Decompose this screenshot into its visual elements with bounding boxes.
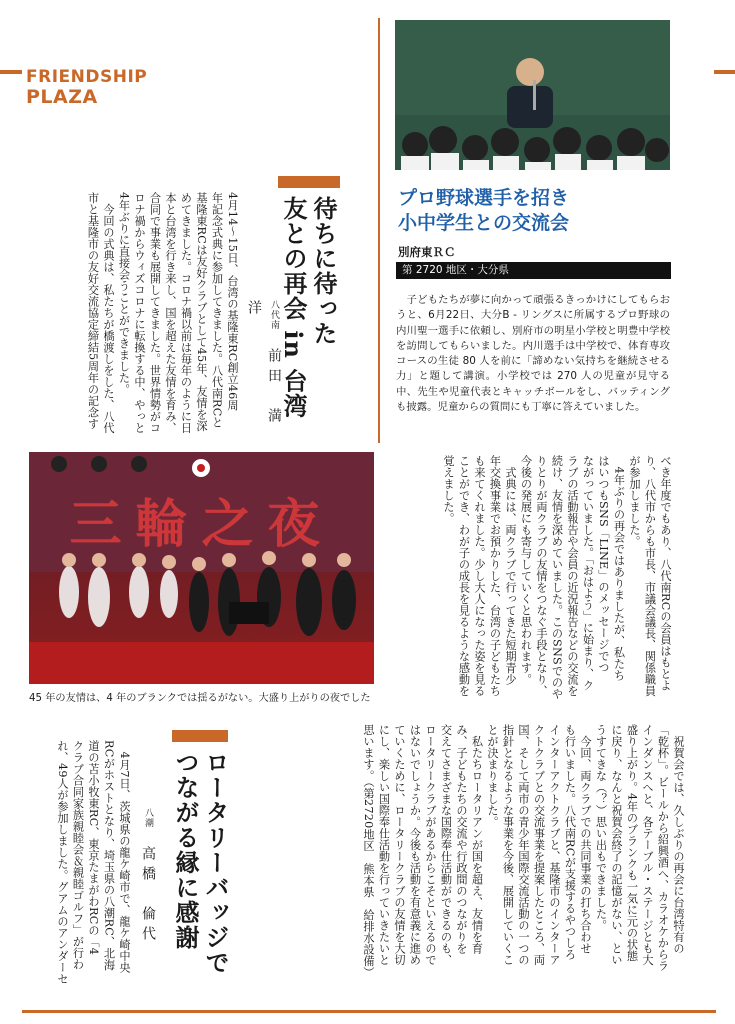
article3-line: れ、49人が参加しました。グアムのアンダーセ bbox=[56, 740, 69, 985]
article1-line: 4月14～15日、台湾の基隆東RC創立46周 bbox=[226, 192, 239, 412]
article1-line: インダンスへと、各テーブル・ステージとも大 bbox=[641, 724, 654, 966]
article1-line: り、八代市からも市長、市議会議長、関係職員 bbox=[643, 455, 657, 697]
article1-body-continued bbox=[378, 455, 673, 713]
article1-line: べき年度でもあり、八代南RCの会員はもとよ bbox=[659, 455, 672, 692]
header-rule-right bbox=[714, 70, 735, 74]
article1-line: 国、そして両市の青少年国際交流活動の一つの bbox=[517, 724, 530, 966]
article1-line: 指針となるような事業を今後、展開していくこ bbox=[501, 724, 515, 966]
article1-author-name: 前田 満洋 bbox=[246, 300, 282, 429]
article1-line: 市と基隆市の友好交流協定締結5周年の記念す bbox=[86, 192, 100, 430]
article1-line: 祝賀会では、久しぶりの再会に台湾特有の bbox=[672, 724, 685, 954]
party-photo bbox=[29, 452, 374, 684]
brand-plaza: PLAZA bbox=[26, 86, 98, 108]
lecture-photo-illustration bbox=[395, 20, 670, 170]
article1-line: 「乾杯」。ビールから紹興酒へ、カラオケからラ bbox=[656, 724, 670, 972]
article1-line: はないでしょうか。今後も活動を有意義に進め bbox=[408, 724, 422, 966]
party-banner-text: 三輪之夜 bbox=[69, 494, 334, 555]
article1-line: も行いました。八代南RCが支援するやつしろ bbox=[563, 724, 577, 961]
article1-line: 合同で事業も展開してきました。世界情勢がコ bbox=[148, 192, 162, 434]
article2-body: 子どもたちが夢に向かって頑張るきっかけにしてもらおうと、6月22日、大分B - リングスに所属するプロ野球の内川聖一選手に依頼し、別府市の明星小学校と明豊中学校を訪問してもらいました。内川選手は中学校で、体育専攻コースの生徒 80 人を前に「諦めない気持ちを継続させる力」と題して講演。小学校では 270 人の児童が見守る中、先生や児童代表とキャッチボールをし、バッティングも披露。児童からの質問にも丁寧に答えていました。 bbox=[396, 294, 670, 414]
article1-line: 基隆東RCは友好クラブとして45年、友情を深 bbox=[195, 192, 208, 432]
article1-line: に戻り、なんと祝賀会終了の記憶がない、とい bbox=[610, 724, 623, 966]
article3-line: クラブ合同家族親睦会＆親睦ゴルフ」が行わ bbox=[71, 740, 85, 970]
article3-title-line1: ロータリーバッジで bbox=[201, 750, 230, 975]
article2-title bbox=[398, 186, 569, 236]
article3-title-marker bbox=[172, 730, 228, 742]
article2-club: 別府東ＲＣ bbox=[398, 245, 456, 259]
header-rule-left bbox=[0, 70, 22, 74]
article1-byline bbox=[244, 300, 284, 440]
article1-line: 式典には、両クラブで行ってきた短期青少 bbox=[504, 455, 517, 685]
article1-line: み、子どもたちの交流や行政間のつながりを bbox=[455, 724, 468, 954]
article1-line: も来てくれました。少し大人になった姿を見る bbox=[473, 455, 486, 697]
article1-line: 交えてさまざまな国際奉仕活動ができるのも、 bbox=[439, 724, 453, 966]
article1-line: 今回の式典は、私たちが橋渡しをした、八代 bbox=[102, 192, 115, 434]
article1-line: にし、楽しい国際奉仕活動を行っていきたいと bbox=[377, 724, 391, 966]
article1-line: が参加しました。 bbox=[628, 455, 641, 547]
article1-line: とが決まりました。 bbox=[486, 724, 499, 828]
article3-body bbox=[22, 740, 132, 1002]
article1-body bbox=[50, 192, 240, 442]
article1-line: めてきました。コロナ禍以前は毎年のように日 bbox=[179, 192, 193, 434]
article1-line: はいつもSNS「LINE」のメッセージでつ bbox=[597, 455, 610, 674]
article1-line: 続け、友情を深めていました。このSNSでのや bbox=[550, 455, 564, 700]
article1-line: インターアクトクラブと、基隆市のインターア bbox=[548, 724, 561, 966]
article3-author-name: 高橋 倫代 bbox=[140, 846, 156, 947]
article1-line: うすてきな（？）思い出もできました。 bbox=[594, 724, 608, 931]
article1-body-lower bbox=[278, 724, 686, 996]
article3-line: 道の苫小牧東RC、東京たまがわRCの「4 bbox=[87, 740, 100, 956]
article1-line: ラブの活動報告や会員の近況報告などの交流を bbox=[566, 455, 579, 697]
article1-line: ていくために、ロータリークラブの友情を大切 bbox=[393, 724, 406, 966]
article1-line: 4年ぶりに直接会うことができました。 bbox=[117, 192, 131, 395]
article1-line: ながっていました。「おはよう」に始まり、ク bbox=[581, 455, 595, 691]
article1-title-line1: 待ちに待った bbox=[309, 196, 338, 346]
article2-district-bar: 第 2720 地区・大分県 bbox=[396, 262, 671, 279]
article2-side-rule bbox=[378, 18, 380, 443]
article3-author-role: 八潮 bbox=[143, 808, 153, 828]
article1-line: 4年ぶりの再会ではありましたが、私たち bbox=[612, 455, 626, 681]
footer-rule bbox=[22, 1010, 716, 1013]
article1-author-role: 八代南 bbox=[269, 300, 279, 330]
article1-line: クトクラブとの交流事業を提案したところ、両 bbox=[532, 724, 546, 966]
article1-line: 私たちロータリアンが国を超え、友情を育 bbox=[470, 724, 484, 954]
article1-line: 今回、両クラブでの共同事業の打ち合わせ bbox=[579, 724, 592, 954]
article2-title-line2: 小中学生との交流会 bbox=[398, 212, 570, 234]
article3-line: 4月7日、茨城県の龍ケ崎市で、龍ケ崎中央 bbox=[118, 740, 131, 974]
article1-line: 今後の発展にも寄与していくと思われます。 bbox=[519, 455, 533, 685]
article1-title bbox=[278, 196, 338, 436]
article3-byline bbox=[138, 808, 158, 988]
article1-line: ロナ禍からウィズコロナに転換する中、やっと bbox=[133, 192, 146, 434]
article3-title-line2: つながる縁に感謝 bbox=[171, 750, 200, 950]
article1-line: りとりが両クラブの友情をつなぐ手段となり、 bbox=[535, 455, 548, 697]
article1-line: 覚えました。 bbox=[442, 455, 455, 524]
brand-friendship: FRIENDSHIP bbox=[26, 67, 148, 87]
article1-line: ことができ、わが子の成長を見るような感動を bbox=[457, 455, 471, 697]
article1-line: 年記念式典に参加してきました。八代南RCと bbox=[210, 192, 224, 429]
article3-title bbox=[170, 750, 230, 1000]
article1-title-marker bbox=[278, 176, 340, 188]
party-photo-caption: 45 年の友情は、4 年のブランクでは揺るがない。大盛り上がりの夜でした bbox=[29, 693, 371, 704]
article1-line: 本と台湾を行き来し、国を超えた友情を育み、 bbox=[164, 192, 177, 434]
article1-line: ロータリークラブがあるからこそといえるので bbox=[424, 724, 437, 966]
article3-line: RCがホストとなり、埼玉県の八潮RC、北海 bbox=[102, 740, 116, 971]
article1-title-line2: 友との再会 in 台湾 bbox=[279, 196, 308, 419]
baseball-lecture-photo bbox=[395, 20, 670, 170]
article2-title-line1: プロ野球選手を招き bbox=[398, 187, 570, 209]
article1-line: 思います。（第2720地区 熊本県 給排水設備） bbox=[362, 724, 375, 979]
article1-line: 年交換事業でお預かりした、台湾の子どもたち bbox=[488, 455, 502, 697]
article1-line: 盛り上がり。4年のブランクも一気に元の状態 bbox=[625, 724, 639, 962]
